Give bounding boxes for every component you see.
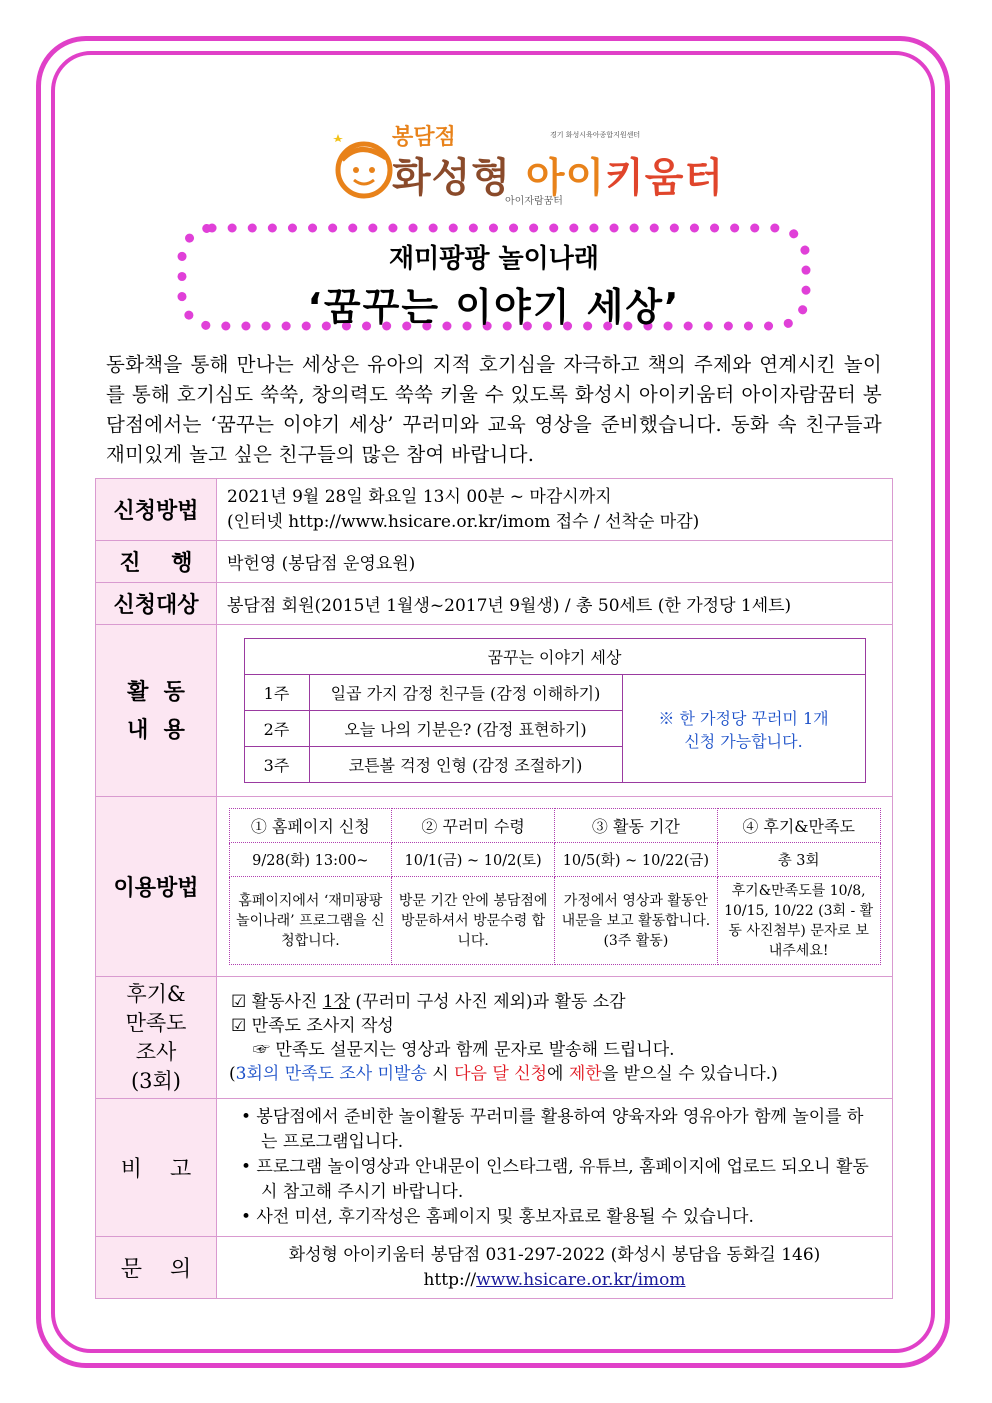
remark-3: • 사전 미션, 후기작성은 홈페이지 및 홍보자료로 활용될 수 있습니다.: [241, 1207, 754, 1227]
step-2-head: ② 꾸러미 수령: [392, 809, 555, 843]
step-4-head: ④ 후기&만족도: [717, 809, 880, 843]
review-item1: ☑ 활동사진 1장 (꾸러미 구성 사진 제외)과 활동 소감: [231, 991, 626, 1012]
activity-label1: 활 동: [127, 678, 185, 705]
review-label2: 만족도: [125, 1010, 187, 1035]
step-2-date: 10/1(금) ~ 10/2(토): [392, 843, 555, 877]
step-3-head: ③ 활동 기간: [555, 809, 718, 843]
value-remarks: [217, 1099, 893, 1237]
step-3-desc: 가정에서 영상과 활동안내문을 보고 활동합니다. (3주 활동): [555, 877, 718, 965]
step-4-desc: 후기&만족도를 10/8, 10/15, 10/22 (3회 - 활동 사진첨부) 문자로 보내주세요!: [717, 877, 880, 965]
value-activity: [217, 625, 893, 797]
value-host: 박헌영 (봉담점 운영요원): [217, 541, 893, 583]
logo-branch: 봉담점: [392, 125, 456, 150]
label-host: 진 행: [96, 541, 217, 583]
intro-paragraph: 동화책을 통해 만나는 세상은 유아의 지적 호기심을 자극하고 책의 주제와 연계시킨 놀이를 통해 호기심도 쑥쑥, 창의력도 쑥쑥 키울 수 있도록 화성시 아이키움터 아이자람꿈터 봉담점에서는 ‘꿈꾸는 이야기 세상’ 꾸러미와 교육 영상을 준비했습니다. 동화 속 친구들과 재미있게 놀고 싶은 친구들의 많은 참여 바랍니다.: [106, 353, 882, 466]
week-1: 1주: [244, 675, 309, 711]
activity-note: ※ 한 가정당 꾸러미 1개 신청 가능합니다.: [622, 675, 865, 783]
step-4-date: 총 3회: [717, 843, 880, 877]
remark-1: • 봉담점에서 준비한 놀이활동 꾸러미를 활용하여 양육자와 영유아가 함께 놀이를 하는 프로그램입니다.: [241, 1107, 864, 1152]
activity-table-title: 꿈꾸는 이야기 세상: [244, 639, 865, 675]
contact-link[interactable]: www.hsicare.or.kr/imom: [476, 1269, 686, 1290]
apply-line1: 2021년 9월 28일 화요일 13시 00분 ~ 마감시까지: [227, 486, 612, 507]
review-item3: ☞ 만족도 설문지는 영상과 함께 문자로 발송해 드립니다.: [253, 1039, 675, 1060]
week-1-desc: 일곱 가지 감정 친구들 (감정 이해하기): [309, 675, 622, 711]
week-2: 2주: [244, 711, 309, 747]
info-table: [95, 478, 893, 1299]
value-apply: [217, 479, 893, 541]
contact-line2: http://www.hsicare.or.kr/imom: [423, 1269, 686, 1290]
contact-line1: 화성형 아이키움터 봉담점 031-297-2022 (화성시 봉담읍 동화길 146): [288, 1244, 821, 1265]
label-review: [96, 977, 217, 1099]
row-target: [96, 583, 893, 625]
step-1-desc: 홈페이지에서 ‘재미팡팡 놀이나래’ 프로그램을 신청합니다.: [229, 877, 392, 965]
row-apply: [96, 479, 893, 541]
label-activity: [96, 625, 217, 797]
review-label3: 조사: [135, 1039, 177, 1064]
usage-table: [229, 808, 881, 965]
review-item2: ☑ 만족도 조사지 작성: [231, 1015, 394, 1036]
smiley-face-icon: [330, 130, 400, 200]
label-remarks: 비 고: [96, 1099, 217, 1237]
step-3-date: 10/5(화) ~ 10/22(금): [555, 843, 718, 877]
week-3-desc: 코튼볼 걱정 인형 (감정 조절하기): [309, 747, 622, 783]
activity-label2: 내 용: [127, 716, 185, 743]
title-box: [176, 222, 812, 332]
label-target: 신청대상: [96, 583, 217, 625]
title-line2: ‘꿈꾸는 이야기 세상’: [307, 285, 681, 329]
row-activity: [96, 625, 893, 797]
step-1-date: 9/28(화) 13:00~: [229, 843, 392, 877]
value-target: 봉담점 회원(2015년 1월생~2017년 9월생) / 총 50세트 (한 가정당 1세트): [217, 583, 893, 625]
value-usage: [217, 797, 893, 977]
logo-name: 화성형 아이키움터: [392, 155, 725, 201]
row-remarks: [96, 1099, 893, 1237]
week-2-desc: 오늘 나의 기분은? (감정 표현하기): [309, 711, 622, 747]
label-apply: 신청방법: [96, 479, 217, 541]
row-usage: [96, 797, 893, 977]
title-line1: 재미팡팡 놀이나래: [389, 244, 599, 274]
review-label1: 후기&: [126, 981, 186, 1006]
center-name: 경기 화성시육아종합지원센터: [550, 131, 641, 139]
value-contact: [217, 1237, 893, 1299]
label-usage: 이용방법: [96, 797, 217, 977]
remark-2: • 프로그램 놀이영상과 안내문이 인스타그램, 유튜브, 홈페이지에 업로드 되오니 활동 시 참고해 주시기 바랍니다.: [241, 1157, 869, 1202]
row-review: [96, 977, 893, 1099]
row-host: [96, 541, 893, 583]
value-review: [217, 977, 893, 1099]
review-label4: (3회): [130, 1068, 182, 1093]
week-3: 3주: [244, 747, 309, 783]
review-warning: (3회의 만족도 조사 미발송 시 다음 달 신청에 제한을 받으실 수 있습니다.): [229, 1063, 778, 1084]
step-1-head: ① 홈페이지 신청: [229, 809, 392, 843]
activity-table: [244, 638, 866, 783]
logo-tagline: 아이자람꿈터: [505, 196, 563, 207]
logo: [330, 118, 725, 207]
step-2-desc: 방문 기간 안에 봉담점에 방문하셔서 방문수령 합니다.: [392, 877, 555, 965]
row-contact: [96, 1237, 893, 1299]
label-contact: 문 의: [96, 1237, 217, 1299]
apply-line2: (인터넷 http://www.hsicare.or.kr/imom 접수 / 선착순 마감): [227, 511, 700, 532]
